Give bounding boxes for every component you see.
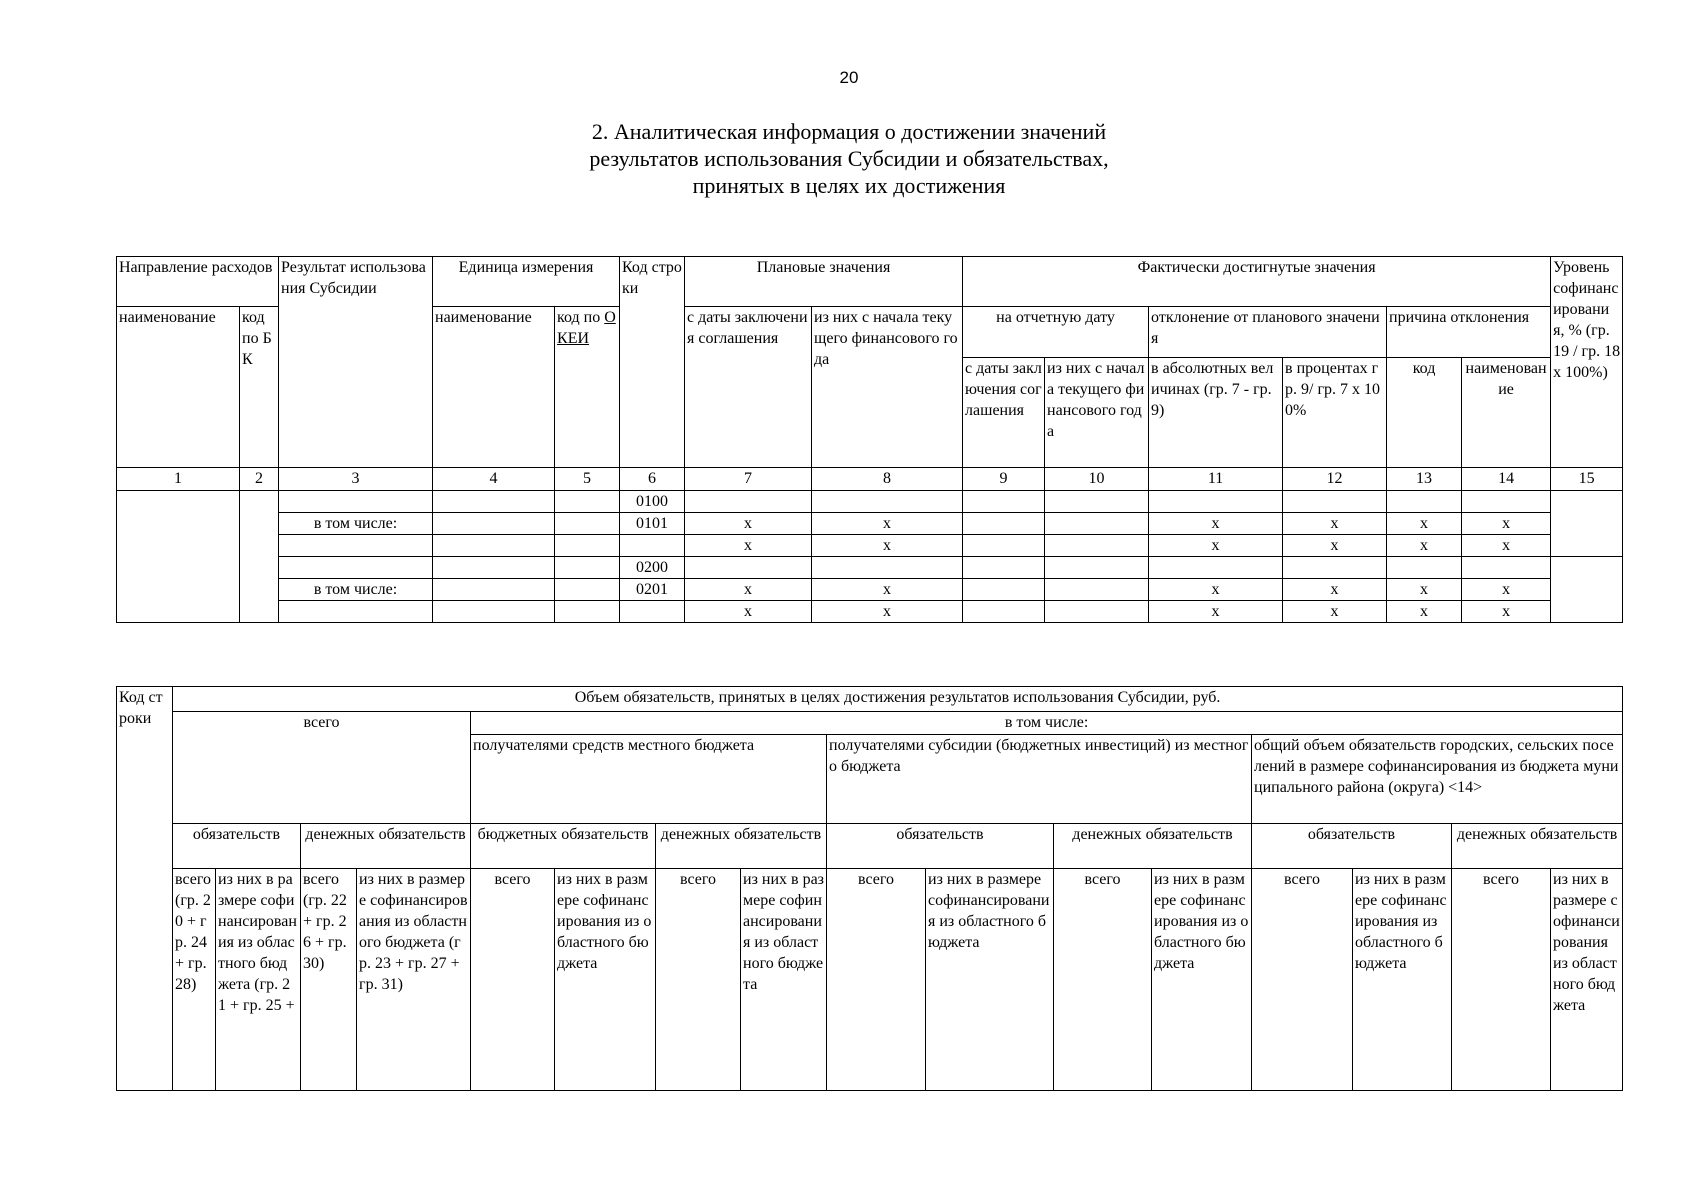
column-number: 4 [433,468,555,491]
cell-result [279,557,433,579]
cell-c9 [963,491,1045,513]
header-unit-name: наименование [433,307,555,468]
column-number: 11 [1149,468,1283,491]
cell-c11 [1149,557,1283,579]
cell-c9 [963,579,1045,601]
cell-result: в том числе: [279,579,433,601]
cell-c14: х [1462,579,1551,601]
header-cofin-level: Уровень софинансирования, % (гр. 19 / гр. 18 х 100%) [1551,257,1623,468]
cell-c10 [1045,601,1149,623]
cell-unit-name [433,535,555,557]
t2-col-all: всего [1054,869,1152,1091]
t2-col-all: всего [1252,869,1353,1091]
header-plan-from-date: с даты заключения соглашения [685,307,812,468]
header-actual: Фактически достигнутые значения [963,257,1551,307]
title-line: 2. Аналитическая информация о достижении значений [591,119,1107,144]
cell-row-code: 0101 [620,513,685,535]
t2-header-row-code: Код строки [117,687,173,1091]
header-on-report-date: на отчетную дату [963,307,1149,358]
cell-result [279,491,433,513]
cell-c14: х [1462,535,1551,557]
t2-subsidy-obligations: обязательств [827,824,1054,869]
header-reason-code: код [1387,358,1462,468]
table-row [117,535,1623,557]
cell-c12 [1283,557,1387,579]
cell-c7 [685,491,812,513]
cell-c8: х [812,579,963,601]
t2-col-all: всего [656,869,741,1091]
cell-c7: х [685,535,812,557]
header-deviation: отклонение от планового значения [1149,307,1387,358]
column-number: 9 [963,468,1045,491]
t2-col-all: всего [827,869,926,1091]
cell-c12: х [1283,535,1387,557]
cell-result [279,601,433,623]
cell-c14: х [1462,513,1551,535]
column-number: 6 [620,468,685,491]
cell-unit-name [433,579,555,601]
cell-c13: х [1387,579,1462,601]
t2-col-all-g20: всего (гр. 20 + гр. 24 + гр. 28) [173,869,216,1091]
column-number: 7 [685,468,812,491]
cell-c12: х [1283,601,1387,623]
cell-c7 [685,557,812,579]
cell-row-code [620,535,685,557]
t2-header-local-budget: получателями средств местного бюджета [471,735,827,824]
cell-row-code: 0200 [620,557,685,579]
t2-col-cofin: из них в размере софинансирования из областного бюджета [926,869,1054,1091]
page-number: 20 [839,68,859,87]
header-act-from-year: из них с начала текущего финансового года [1045,358,1149,468]
results-table [116,256,1623,623]
title-line: принятых в целях их достижения [692,173,1006,198]
t2-subsidy-monetary: денежных обязательств [1054,824,1252,869]
t2-settlements-monetary: денежных обязательств [1452,824,1623,869]
header-row-code: Код строки [620,257,685,468]
cell-c8 [812,557,963,579]
cell-unit-code [555,579,620,601]
column-number: 13 [1387,468,1462,491]
t2-settlements-obligations: обязательств [1252,824,1452,869]
cell-unit-code [555,601,620,623]
t2-col-all-g22: всего (гр. 22 + гр. 26 + гр. 30) [301,869,357,1091]
cell-result: в том числе: [279,513,433,535]
t2-col-cofin: из них в размере софинансирования из областного бюджета [555,869,656,1091]
cell-c15 [1551,557,1623,623]
cell-c11: х [1149,513,1283,535]
t2-header-subsidy-recipients: получателями субсидии (бюджетных инвестиций) из местного бюджета [827,735,1252,824]
cell-c11 [1149,491,1283,513]
cell-c8: х [812,513,963,535]
cell-c14: х [1462,601,1551,623]
t2-total-obligations: обязательств [173,824,301,869]
t2-header-total: всего [173,712,471,824]
cell-unit-code [555,535,620,557]
cell-dir-name [117,491,240,623]
cell-c13 [1387,491,1462,513]
okei-link[interactable]: ОКЕИ [557,309,616,347]
cell-c8: х [812,535,963,557]
t2-col-cofin: из них в размере софинансирования из областного бюджета [741,869,827,1091]
column-number: 10 [1045,468,1149,491]
cell-c7: х [685,579,812,601]
cell-c9 [963,513,1045,535]
cell-c13: х [1387,601,1462,623]
cell-unit-code [555,557,620,579]
column-number: 8 [812,468,963,491]
cell-unit-name [433,557,555,579]
cell-c10 [1045,535,1149,557]
header-dev-pct: в процентах гр. 9/ гр. 7 х 100% [1283,358,1387,468]
cell-c10 [1045,579,1149,601]
cell-c14 [1462,557,1551,579]
cell-result [279,535,433,557]
column-number: 5 [555,468,620,491]
cell-c14 [1462,491,1551,513]
cell-c15 [1551,491,1623,557]
header-planned: Плановые значения [685,257,963,307]
cell-c7: х [685,513,812,535]
column-number: 12 [1283,468,1387,491]
cell-c7: х [685,601,812,623]
cell-unit-code [555,491,620,513]
header-direction: Направление расходов [117,257,279,307]
cell-unit-name [433,601,555,623]
table-row [117,513,1623,535]
cell-unit-code [555,513,620,535]
table-row [117,557,1623,579]
header-reason: причина отклонения [1387,307,1551,358]
header-dir-code: код по БК [240,307,279,468]
cell-c11: х [1149,579,1283,601]
cell-row-code [620,601,685,623]
cell-c12: х [1283,513,1387,535]
cell-c12 [1283,491,1387,513]
t2-col-cofin: из них в размере софинансирования из областного бюджета [1353,869,1452,1091]
column-number: 14 [1462,468,1551,491]
cell-c9 [963,601,1045,623]
obligations-table [116,686,1623,1091]
header-unit-code [555,307,620,468]
cell-c9 [963,535,1045,557]
header-dev-abs: в абсолютных величинах (гр. 7 - гр. 9) [1149,358,1283,468]
header-unit: Единица измерения [433,257,620,307]
t2-col-cofin-g23: из них в размере софинансирования из областного бюджета (гр. 23 + гр. 27 + гр. 31) [357,869,471,1091]
cell-row-code: 0201 [620,579,685,601]
header-plan-from-year: из них с начала текущего финансового года [812,307,963,468]
cell-c10 [1045,557,1149,579]
t2-col-all: всего [471,869,555,1091]
table-row [117,601,1623,623]
cell-c10 [1045,513,1149,535]
cell-unit-name [433,491,555,513]
t2-header-volume: Объем обязательств, принятых в целях достижения результатов использования Субсидии, руб. [173,687,1623,712]
table-row [117,491,1623,513]
cell-c8: х [812,601,963,623]
cell-row-code: 0100 [620,491,685,513]
header-act-from-date: с даты заключения соглашения [963,358,1045,468]
column-number: 3 [279,468,433,491]
unit-code-prefix: код по [557,309,605,326]
t2-header-including: в том числе: [471,712,1623,735]
cell-c10 [1045,491,1149,513]
cell-unit-name [433,513,555,535]
t2-total-monetary: денежных обязательств [301,824,471,869]
cell-c8 [812,491,963,513]
cell-dir-code [240,491,279,623]
t2-local-budget-obligations: бюджетных обязательств [471,824,656,869]
t2-col-all: всего [1452,869,1551,1091]
cell-c11: х [1149,535,1283,557]
t2-col-cofin: из них в размере софинансирования из областного бюджета [1152,869,1252,1091]
t2-col-cofin: из них в размере софинансирования из областного бюджета [1551,869,1623,1091]
cell-c9 [963,557,1045,579]
t2-header-settlements: общий объем обязательств городских, сельских поселений в размере софинансирования из бюджета муниципального района (округа) <14> [1252,735,1623,824]
table-row [117,579,1623,601]
header-dir-name: наименование [117,307,240,468]
title-line: результатов использования Субсидии и обязательствах, [589,146,1109,171]
cell-c13: х [1387,535,1462,557]
column-number: 2 [240,468,279,491]
page-title [0,118,1698,199]
cell-c13: х [1387,513,1462,535]
header-result: Результат использования Субсидии [279,257,433,468]
cell-c11: х [1149,601,1283,623]
column-number: 15 [1551,468,1623,491]
cell-c13 [1387,557,1462,579]
t2-local-monetary: денежных обязательств [656,824,827,869]
cell-c12: х [1283,579,1387,601]
column-number: 1 [117,468,240,491]
t2-col-cofin-g21: из них в размере софинансирования из областного бюджета (гр. 21 + гр. 25 + [216,869,301,1091]
header-reason-name: наименование [1462,358,1551,468]
